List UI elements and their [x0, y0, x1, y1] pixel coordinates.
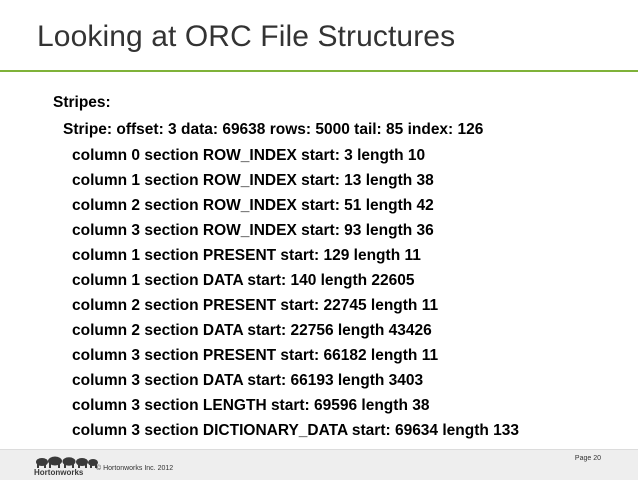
section-line-column-2-present: column 2 section PRESENT start: 22745 length 11 — [72, 297, 439, 314]
stripe-summary: Stripe: offset: 3 data: 69638 rows: 5000 tail: 85 index: 126 — [63, 121, 484, 138]
slide-footer — [0, 449, 638, 480]
hortonworks-logo — [34, 455, 100, 477]
slide-title: Looking at ORC File Structures — [37, 20, 456, 53]
section-line-column-1-present: column 1 section PRESENT start: 129 length 11 — [72, 247, 421, 264]
section-line-column-3-data: column 3 section DATA start: 66193 length 3403 — [72, 372, 424, 389]
section-line-column-1-row-index: column 1 section ROW_INDEX start: 13 length 38 — [72, 172, 434, 189]
section-line-column-3-present: column 3 section PRESENT start: 66182 length 11 — [72, 347, 439, 364]
copyright-notice: © Hortonworks Inc. 2012 — [96, 465, 174, 472]
section-line-column-3-dictionary-data: column 3 section DICTIONARY_DATA start: 69634 length 133 — [72, 422, 520, 439]
elephant-herd-icon — [34, 455, 100, 468]
title-divider — [0, 70, 638, 72]
section-line-column-3-row-index: column 3 section ROW_INDEX start: 93 length 36 — [72, 222, 434, 239]
section-line-column-3-length: column 3 section LENGTH start: 69596 length 38 — [72, 397, 430, 414]
stripes-heading: Stripes: — [53, 94, 111, 111]
section-line-column-2-data: column 2 section DATA start: 22756 length 43426 — [72, 322, 432, 339]
logo-wordmark: Hortonworks — [34, 468, 84, 477]
section-line-column-1-data: column 1 section DATA start: 140 length 22605 — [72, 272, 415, 289]
page-number: Page 20 — [574, 455, 601, 462]
section-line-column-2-row-index: column 2 section ROW_INDEX start: 51 length 42 — [72, 197, 434, 214]
section-line-column-0-row-index: column 0 section ROW_INDEX start: 3 length 10 — [72, 147, 426, 164]
